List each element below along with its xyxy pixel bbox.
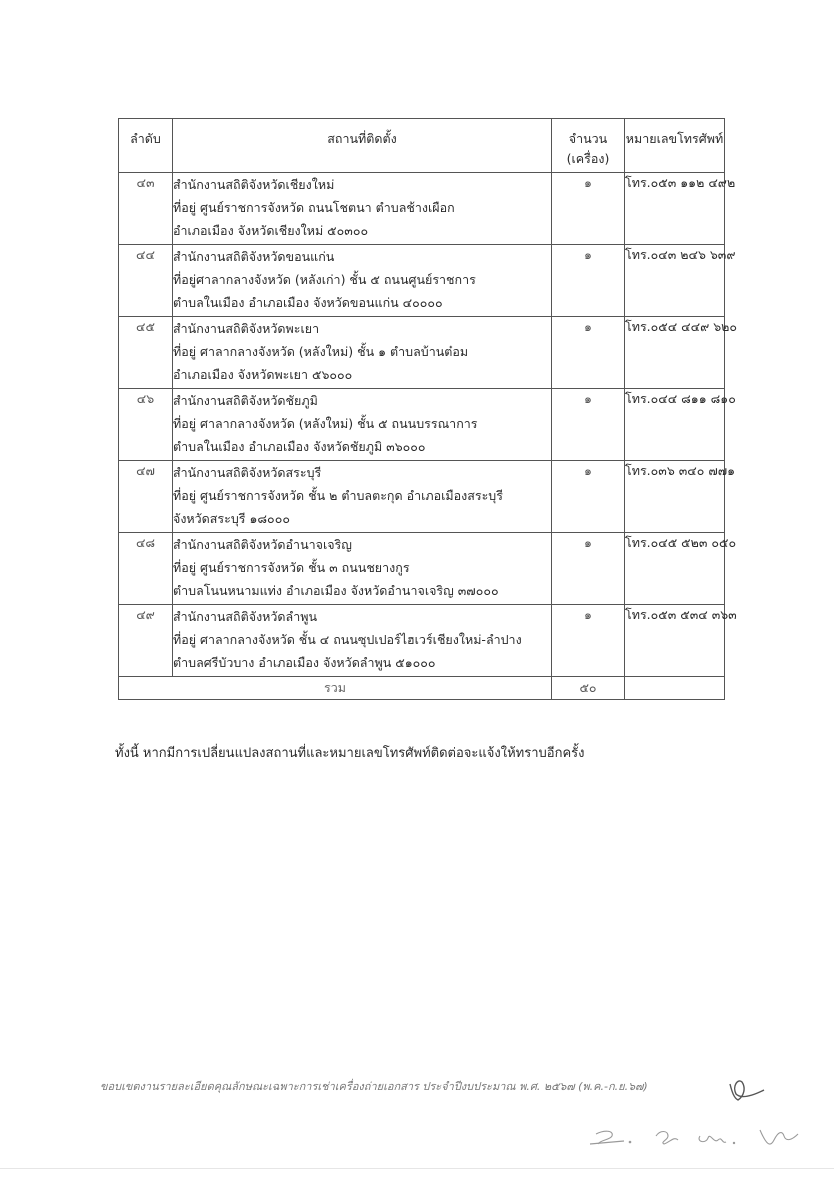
header-qty bbox=[552, 119, 625, 173]
total-row bbox=[119, 677, 725, 700]
initial-mark-1 bbox=[730, 1081, 764, 1100]
table-row bbox=[119, 245, 725, 317]
place-line: ที่อยู่ ศาลากลางจังหวัด (หลังใหม่) ชั้น ๕ ถนนบรรณาการ bbox=[173, 416, 478, 431]
place-line: ที่อยู่ ศูนย์ราชการจังหวัด ชั้น ๒ ตำบลตะกุด อำเภอเมืองสระบุรี bbox=[173, 488, 503, 503]
row-qty: ๑ bbox=[552, 317, 625, 389]
row-tel: โทร.๐๓๖ ๓๔๐ ๗๗๑ bbox=[625, 461, 725, 533]
place-line: ตำบลในเมือง อำเภอเมือง จังหวัดชัยภูมิ ๓๖๐๐๐ bbox=[173, 439, 426, 454]
row-qty: ๑ bbox=[552, 533, 625, 605]
total-empty-cell bbox=[625, 677, 725, 700]
header-place: สถานที่ติดตั้ง bbox=[173, 119, 552, 173]
initial-dot bbox=[733, 1142, 735, 1144]
row-place bbox=[173, 533, 552, 605]
place-line: ที่อยู่ ศาลากลางจังหวัด ชั้น ๔ ถนนซุปเปอร์ไฮเวร์เชียงใหม่-ลำปาง bbox=[173, 632, 522, 647]
header-qty-line2: (เครื่อง) bbox=[566, 151, 610, 166]
row-no: ๔๖ bbox=[119, 389, 173, 461]
row-tel: โทร.๐๔๓ ๒๔๖ ๖๓๙ bbox=[625, 245, 725, 317]
row-no: ๔๘ bbox=[119, 533, 173, 605]
row-place bbox=[173, 173, 552, 245]
row-no: ๔๓ bbox=[119, 173, 173, 245]
row-no: ๔๔ bbox=[119, 245, 173, 317]
row-tel: โทร.๐๕๓ ๑๑๒ ๔๙๒ bbox=[625, 173, 725, 245]
place-line: สำนักงานสถิติจังหวัดลำพูน bbox=[173, 609, 318, 624]
total-label: รวม bbox=[119, 677, 552, 700]
initial-mark-6 bbox=[760, 1130, 798, 1144]
place-line: ตำบลโนนหนามแท่ง อำเภอเมือง จังหวัดอำนาจเจริญ ๓๗๐๐๐ bbox=[173, 583, 499, 598]
place-line: ที่อยู่ ศูนย์ราชการจังหวัด ถนนโชตนา ตำบลช้างเผือก bbox=[173, 200, 455, 215]
table-row bbox=[119, 389, 725, 461]
place-line: สำนักงานสถิติจังหวัดเชียงใหม่ bbox=[173, 177, 335, 192]
place-line: สำนักงานสถิติจังหวัดพะเยา bbox=[173, 321, 320, 336]
row-place bbox=[173, 461, 552, 533]
initial-dot bbox=[629, 1141, 632, 1144]
table-row bbox=[119, 461, 725, 533]
row-qty: ๑ bbox=[552, 245, 625, 317]
initial-mark-5 bbox=[699, 1136, 726, 1142]
row-no: ๔๕ bbox=[119, 317, 173, 389]
place-line: สำนักงานสถิติจังหวัดขอนแก่น bbox=[173, 249, 335, 264]
place-line: สำนักงานสถิติจังหวัดชัยภูมิ bbox=[173, 393, 318, 408]
row-place bbox=[173, 317, 552, 389]
row-tel: โทร.๐๕๔ ๔๔๙ ๖๒๐ bbox=[625, 317, 725, 389]
header-tel: หมายเลขโทรศัพท์ bbox=[625, 119, 725, 173]
document-footer: ขอบเขตงานรายละเอียดคุณลักษณะเฉพาะการเช่าเครื่องถ่ายเอกสาร ประจำปีงบประมาณ พ.ศ. ๒๕๖๗ (พ.ค.-ก.ย.๖๗) bbox=[100, 1080, 648, 1093]
table-row bbox=[119, 533, 725, 605]
row-tel: โทร.๐๔๕ ๕๒๓ ๐๕๐ bbox=[625, 533, 725, 605]
row-tel: โทร.๐๔๔ ๘๑๑ ๘๑๐ bbox=[625, 389, 725, 461]
row-qty: ๑ bbox=[552, 461, 625, 533]
place-line: อำเภอเมือง จังหวัดพะเยา ๕๖๐๐๐ bbox=[173, 367, 353, 382]
table-row bbox=[119, 605, 725, 677]
row-place bbox=[173, 389, 552, 461]
scan-edge-line bbox=[0, 1168, 834, 1169]
place-line: ที่อยู่ ศูนย์ราชการจังหวัด ชั้น ๓ ถนนชยางกูร bbox=[173, 560, 410, 575]
table-header-row bbox=[119, 119, 725, 173]
place-line: สำนักงานสถิติจังหวัดอำนาจเจริญ bbox=[173, 537, 352, 552]
table-row bbox=[119, 317, 725, 389]
place-line: ที่อยู่ศาลากลางจังหวัด (หลังเก่า) ชั้น ๕ ถนนศูนย์ราชการ bbox=[173, 272, 476, 287]
row-no: ๔๙ bbox=[119, 605, 173, 677]
initial-mark-4 bbox=[656, 1132, 678, 1145]
row-place bbox=[173, 245, 552, 317]
row-qty: ๑ bbox=[552, 389, 625, 461]
row-qty: ๑ bbox=[552, 605, 625, 677]
header-no: ลำดับ bbox=[119, 119, 173, 173]
change-notice: ทั้งนี้ หากมีการเปลี่ยนแปลงสถานที่และหมายเลขโทรศัพท์ติดต่อจะแจ้งให้ทราบอีกครั้ง bbox=[115, 746, 585, 761]
table-row bbox=[119, 173, 725, 245]
place-line: อำเภอเมือง จังหวัดเชียงใหม่ ๕๐๓๐๐ bbox=[173, 223, 369, 238]
row-tel: โทร.๐๕๓ ๕๓๔ ๓๖๓ bbox=[625, 605, 725, 677]
handwritten-initials bbox=[560, 1070, 830, 1160]
total-qty: ๕๐ bbox=[552, 677, 625, 700]
place-line: จังหวัดสระบุรี ๑๘๐๐๐ bbox=[173, 511, 290, 526]
place-line: ตำบลศรีบัวบาง อำเภอเมือง จังหวัดลำพูน ๕๑๐๐๐ bbox=[173, 655, 436, 670]
row-qty: ๑ bbox=[552, 173, 625, 245]
place-line: ที่อยู่ ศาลากลางจังหวัด (หลังใหม่) ชั้น ๑ ตำบลบ้านต๋อม bbox=[173, 344, 469, 359]
header-qty-line1: จำนวน bbox=[568, 131, 608, 146]
row-place bbox=[173, 605, 552, 677]
installation-table bbox=[118, 118, 738, 700]
initial-mark-2 bbox=[590, 1141, 624, 1144]
place-line: สำนักงานสถิติจังหวัดสระบุรี bbox=[173, 465, 322, 480]
place-line: ตำบลในเมือง อำเภอเมือง จังหวัดขอนแก่น ๔๐๐๐๐ bbox=[173, 295, 443, 310]
row-no: ๔๗ bbox=[119, 461, 173, 533]
